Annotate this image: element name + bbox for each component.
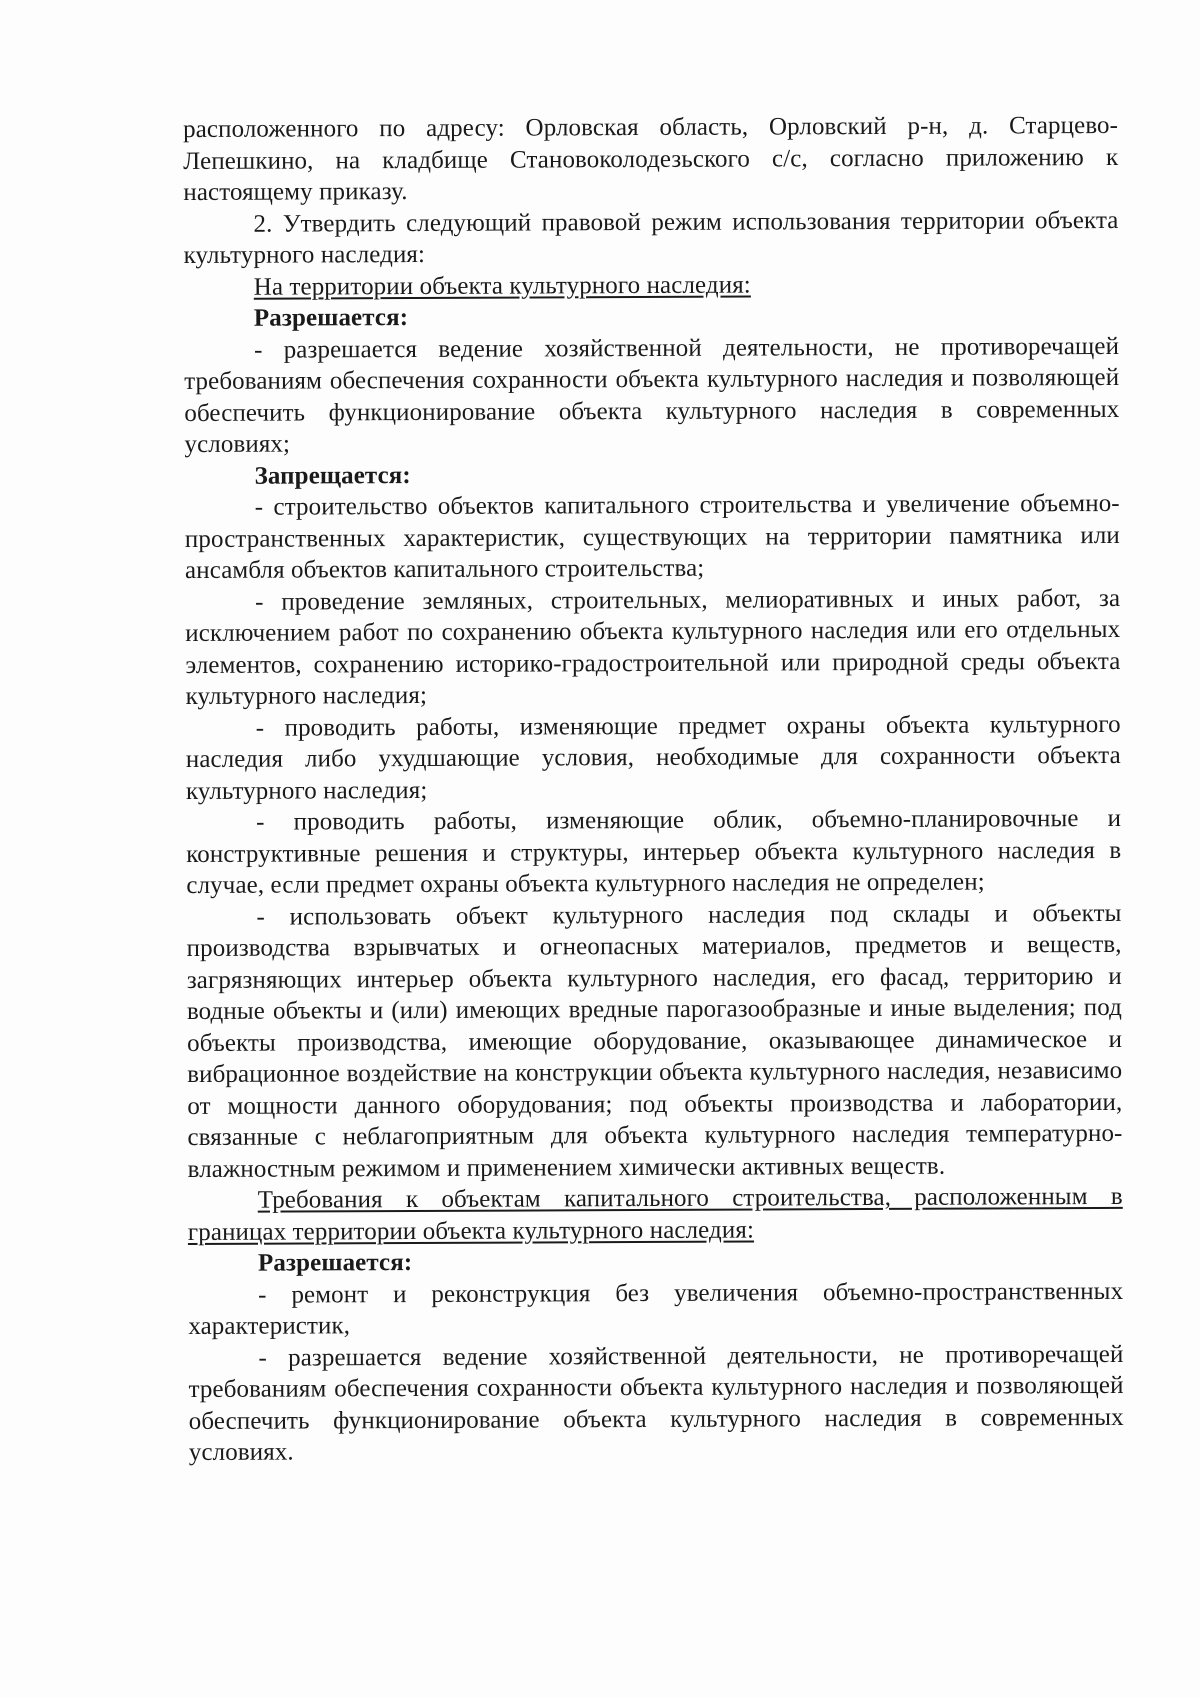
allowed-item-1: - разрешается ведение хозяйственной деятельности, не противоречащей требованиям обеспечения сохранности объекта культурного наследия и позволяющей обеспечить функционирование объекта культурного наследия в современных условиях;: [184, 332, 1120, 458]
document-body: [183, 110, 1124, 1469]
territory-heading-text: На территории объекта культурного наследия:: [253, 271, 751, 301]
forbidden-item-2: - проведение земляных, строительных, мелиоративных и иных работ, за исключением работ по сохранению объекта культурного наследия или его отдельных элементов, сохранению историко-градостроительной или природной среды объекта культурного наследия;: [185, 584, 1121, 710]
item-2-paragraph: 2. Утвердить следующий правовой режим использования территории объекта культурного наследия:: [183, 206, 1119, 269]
allowed2-item-1: - ремонт и реконструкция без увеличения объемно-пространственных характеристик,: [188, 1277, 1124, 1340]
forbidden-item-5: - использовать объект культурного наследия под склады и объекты производства взрывчатых и огнеопасных материалов, предметов и веществ, загрязняющих интерьер объекта культурного наследия, его фасад, территорию и водные объекты и (или) имеющих вредные парогазообразные и иные выделения; под объекты производства, имеющие оборудование, оказывающее динамическое и вибрационное воздействие на конструкции объекта культурного наследия, независимо от мощности данного оборудования; под объекты производства и лаборатории, связанные с неблагоприятным для объекта культурного наследия температурно-влажностным режимом и применением химически активных веществ.: [186, 899, 1123, 1183]
forbidden-item-1: - строительство объектов капитального строительства и увеличение объемно-пространственных характеристик, существующих на территории памятника или ансамбля объектов капитального строительства;: [184, 489, 1120, 584]
forbidden-item-3: - проводить работы, изменяющие предмет охраны объекта культурного наследия либо ухудшающие условия, необходимые для сохранности объекта культурного наследия;: [185, 710, 1121, 805]
requirements-heading-text: Требования к объектам капитального строительства, расположенным в границах территории объекта культурного наследия:: [187, 1182, 1123, 1246]
territory-heading: [184, 267, 1119, 303]
requirements-heading: [188, 1181, 1123, 1248]
allowed-heading: Разрешается:: [253, 304, 409, 332]
allowed2-item-2: - разрешается ведение хозяйственной деятельности, не противоречащей требованиям обеспечения сохранности объекта культурного наследия и позволяющей обеспечить функционирование объекта культурного наследия в современных условиях.: [188, 1340, 1124, 1466]
allowed2-heading: Разрешается:: [257, 1249, 413, 1277]
forbidden-heading: Запрещается:: [254, 461, 411, 490]
address-paragraph: расположенного по адресу: Орловская область, Орловский р-н, д. Старцево-Лепешкино, на кладбище Становоколодезьского с/с, согласно приложению к настоящему приказу.: [183, 111, 1119, 206]
forbidden-item-4: - проводить работы, изменяющие облик, объемно-планировочные и конструктивные решения и структуры, интерьер объекта культурного наследия в случае, если предмет охраны объекта культурного наследия не определен;: [186, 804, 1122, 899]
